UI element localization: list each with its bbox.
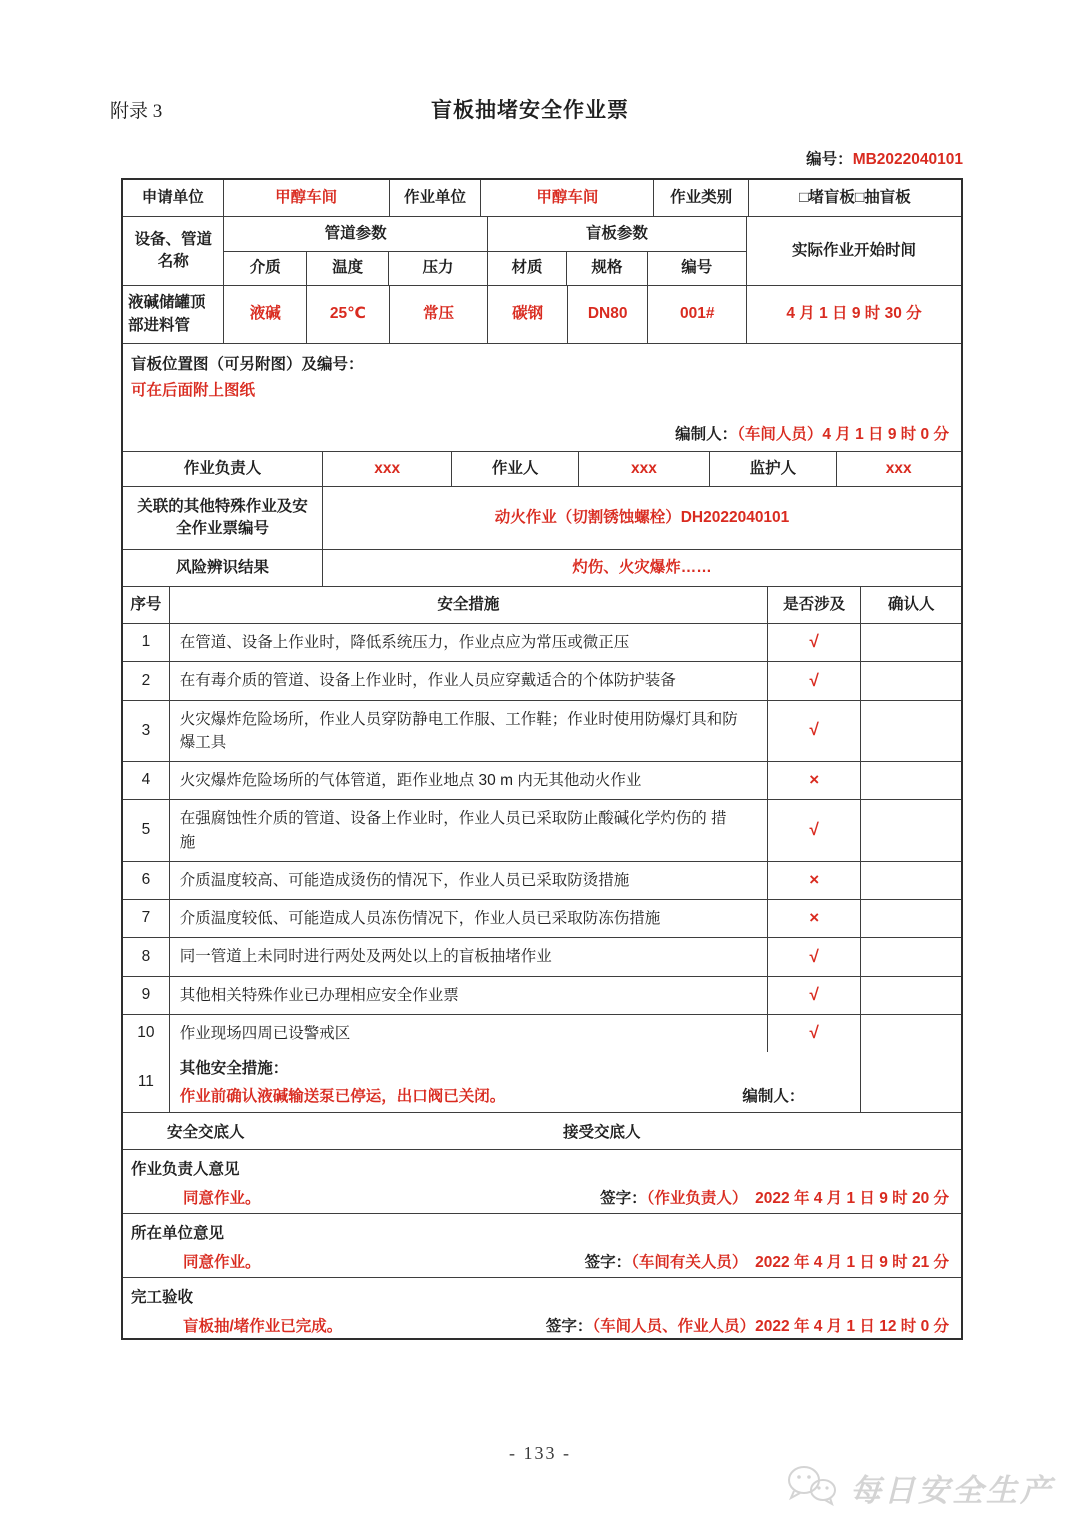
param-header-rows bbox=[123, 217, 961, 286]
measure-text: 火灾爆炸危险场所，作业人员穿防静电工作服、工作鞋；作业时使用防爆灯具和防爆工具 bbox=[170, 701, 768, 762]
worker-value: xxx bbox=[579, 452, 710, 486]
measure-confirmer-cell bbox=[861, 862, 961, 899]
risk-row bbox=[123, 550, 961, 587]
measure-text: 在有毒介质的管道、设备上作业时，作业人员应穿戴适合的个体防护装备 bbox=[170, 662, 768, 699]
measure-confirmer-cell bbox=[861, 1052, 961, 1112]
spec-value: DN80 bbox=[568, 286, 649, 343]
other-measures-row bbox=[123, 1052, 961, 1113]
work-unit-label: 作业单位 bbox=[390, 180, 482, 216]
completion-text: 盲板抽/堵作业已完成。 bbox=[183, 1318, 343, 1335]
compiler-label: 编制人： bbox=[675, 426, 738, 443]
completion-signature-line bbox=[546, 1314, 949, 1336]
param-group-row bbox=[224, 217, 746, 252]
measure-row bbox=[123, 1015, 961, 1052]
measure-number: 11 bbox=[123, 1052, 170, 1112]
appendix-label: 附录 3 bbox=[110, 101, 163, 122]
measure-involved-mark: √ bbox=[768, 977, 862, 1014]
measure-involved-mark: × bbox=[768, 862, 862, 899]
measure-text: 在强腐蚀性介质的管道、设备上作业时，作业人员已采取防止酸碱化学灼伤的 措施 bbox=[170, 800, 768, 861]
measure-number: 7 bbox=[123, 900, 170, 937]
measure-involved-mark: √ bbox=[768, 800, 862, 861]
work-unit-value: 甲醇车间 bbox=[481, 180, 654, 216]
apply-unit-label: 申请单位 bbox=[123, 180, 224, 216]
measure-confirmer-cell bbox=[861, 762, 961, 799]
measure-involved-mark: √ bbox=[768, 1015, 862, 1052]
temperature-label: 温度 bbox=[307, 252, 389, 286]
leader-value: xxx bbox=[323, 452, 452, 486]
measures-rows bbox=[123, 624, 961, 1052]
measure-confirmer-cell bbox=[861, 624, 961, 661]
sign-label: 签字： bbox=[600, 1190, 647, 1207]
measure-text: 介质温度较低、可能造成人员冻伤情况下，作业人员已采取防冻伤措施 bbox=[170, 900, 768, 937]
measure-involved-mark: √ bbox=[768, 662, 862, 699]
watermark bbox=[784, 1462, 1054, 1513]
other-measures-label: 其他安全措施： bbox=[179, 1060, 289, 1077]
start-time-value: 4 月 1 日 9 时 30 分 bbox=[786, 305, 922, 323]
wechat-icon bbox=[784, 1462, 840, 1513]
equipment-name-value: 液碱储罐顶部进料管 bbox=[123, 286, 224, 343]
watermark-text: 每日安全生产 bbox=[850, 1473, 1054, 1508]
medium-value: 液碱 bbox=[224, 286, 307, 343]
measure-involved-mark: × bbox=[768, 900, 862, 937]
doc-no-label: 编号： bbox=[806, 151, 853, 168]
permit-form-table bbox=[121, 178, 963, 1340]
equipment-data-row bbox=[123, 286, 961, 344]
related-work-value: 动火作业（切割锈蚀螺栓）DH2022040101 bbox=[494, 508, 790, 526]
measures-involved-header: 是否涉及 bbox=[768, 587, 862, 623]
sign-label: 签字： bbox=[584, 1254, 632, 1271]
measure-number: 2 bbox=[123, 662, 170, 699]
measure-involved-mark: √ bbox=[768, 701, 862, 762]
measure-number: 8 bbox=[123, 938, 170, 975]
guardian-label: 监护人 bbox=[710, 452, 836, 486]
personnel-row bbox=[123, 452, 961, 487]
measure-number: 5 bbox=[123, 800, 170, 861]
measure-involved-mark: √ bbox=[768, 624, 862, 661]
pressure-label: 压力 bbox=[389, 252, 487, 286]
measure-confirmer-cell bbox=[861, 900, 961, 937]
measure-confirmer-cell bbox=[861, 938, 961, 975]
start-time-label: 实际作业开始时间 bbox=[791, 241, 916, 259]
measure-number: 10 bbox=[123, 1015, 170, 1052]
other-measures-value: 作业前确认液碱输送泵已停运，出口阀已关闭。 bbox=[179, 1088, 506, 1106]
spec-label: 规格 bbox=[567, 252, 647, 286]
measure-involved-mark: × bbox=[768, 762, 862, 799]
measure-text: 其他相关特殊作业已办理相应安全作业票 bbox=[170, 977, 768, 1014]
measure-confirmer-cell bbox=[861, 800, 961, 861]
pipe-params-label: 管道参数 bbox=[224, 217, 487, 251]
leader-signature-line bbox=[600, 1186, 949, 1208]
measure-text: 同一管道上未同时进行两处及两处以上的盲板抽堵作业 bbox=[170, 938, 768, 975]
other-measures-compiler-label: 编制人： bbox=[742, 1088, 805, 1106]
measure-row bbox=[123, 701, 961, 763]
param-groups bbox=[224, 217, 747, 285]
material-label: 材质 bbox=[488, 252, 567, 286]
risk-value: 灼伤、火灾爆炸…… bbox=[572, 558, 712, 576]
guardian-value: xxx bbox=[885, 459, 912, 477]
sign-label: 签字： bbox=[545, 1318, 593, 1335]
measure-row bbox=[123, 862, 961, 900]
measure-text: 火灾爆炸危险场所的气体管道，距作业地点 30 m 内无其他动火作业 bbox=[170, 762, 768, 799]
number-label: 编号 bbox=[681, 259, 713, 277]
measure-confirmer-cell bbox=[861, 1015, 961, 1052]
measures-text-header: 安全措施 bbox=[170, 587, 768, 623]
leader-label: 作业负责人 bbox=[123, 452, 323, 486]
measure-number: 1 bbox=[123, 624, 170, 661]
measures-confirmer-header: 确认人 bbox=[887, 595, 935, 613]
leader-opinion-label: 作业负责人意见 bbox=[131, 1161, 240, 1178]
material-value: 碳钢 bbox=[488, 286, 568, 343]
briefing-giver-label: 安全交底人 bbox=[167, 1124, 245, 1141]
measure-row bbox=[123, 624, 961, 662]
unit-signature-line bbox=[585, 1250, 949, 1272]
other-measures-cell bbox=[170, 1052, 862, 1112]
number-value: 001# bbox=[648, 286, 747, 343]
temperature-value: 25℃ bbox=[307, 286, 390, 343]
page-title: 盲板抽堵安全作业票 bbox=[431, 99, 629, 122]
unit-opinion-text: 同意作业。 bbox=[183, 1254, 261, 1271]
worker-label: 作业人 bbox=[452, 452, 578, 486]
measure-involved-mark: √ bbox=[768, 938, 862, 975]
basic-info-row bbox=[123, 180, 961, 217]
other-measures-line bbox=[180, 1086, 861, 1108]
measure-number: 6 bbox=[123, 862, 170, 899]
measure-number: 3 bbox=[123, 701, 170, 762]
measure-text: 介质温度较高、可能造成烫伤的情况下，作业人员已采取防烫措施 bbox=[170, 862, 768, 899]
completion-acceptance-block bbox=[123, 1278, 961, 1338]
location-compiler-line bbox=[131, 422, 949, 444]
work-type-checkboxes: □堵盲板□抽盲板 bbox=[799, 188, 911, 206]
measures-header-row bbox=[123, 587, 961, 624]
leader-opinion-block bbox=[123, 1150, 961, 1214]
apply-unit-value: 甲醇车间 bbox=[224, 180, 390, 216]
measure-row bbox=[123, 900, 961, 938]
measures-no-header: 序号 bbox=[123, 587, 170, 623]
param-subheader-row bbox=[224, 252, 746, 286]
measure-confirmer-cell bbox=[861, 662, 961, 699]
blind-params-label: 盲板参数 bbox=[585, 224, 648, 242]
measure-row bbox=[123, 800, 961, 862]
measure-text: 作业现场四周已设警戒区 bbox=[170, 1015, 768, 1052]
medium-label: 介质 bbox=[224, 252, 306, 286]
work-type-label: 作业类别 bbox=[654, 180, 749, 216]
related-work-row bbox=[123, 487, 961, 550]
related-work-label: 关联的其他特殊作业及安全作业票编号 bbox=[123, 487, 323, 549]
location-note: 可在后面附上图纸 bbox=[131, 382, 256, 399]
leader-signature-value: （作业负责人） 2022 年 4 月 1 日 9 时 20 分 bbox=[646, 1190, 949, 1207]
briefing-row bbox=[123, 1113, 961, 1150]
briefing-receiver-label: 接受交底人 bbox=[562, 1124, 641, 1141]
measure-confirmer-cell bbox=[861, 701, 961, 762]
measure-number: 4 bbox=[123, 762, 170, 799]
location-label: 盲板位置图（可另附图）及编号： bbox=[131, 356, 364, 373]
unit-opinion-label: 所在单位意见 bbox=[131, 1225, 225, 1242]
unit-opinion-block bbox=[123, 1214, 961, 1278]
document-number bbox=[806, 147, 963, 169]
compiler-value: （车间人员）4 月 1 日 9 时 0 分 bbox=[737, 426, 949, 443]
equipment-name-label: 设备、管道名称 bbox=[123, 217, 224, 285]
measure-row bbox=[123, 762, 961, 800]
completion-signature-value: （车间人员、作业人员）2022 年 4 月 1 日 12 时 0 分 bbox=[592, 1318, 949, 1335]
measure-confirmer-cell bbox=[861, 977, 961, 1014]
unit-signature-value: （车间有关人员） 2022 年 4 月 1 日 9 时 21 分 bbox=[631, 1254, 949, 1271]
measure-number: 9 bbox=[123, 977, 170, 1014]
risk-label: 风险辨识结果 bbox=[123, 550, 323, 586]
completion-label: 完工验收 bbox=[131, 1289, 194, 1306]
measure-row bbox=[123, 662, 961, 700]
pressure-value: 常压 bbox=[390, 286, 489, 343]
doc-no-value: MB2022040101 bbox=[852, 151, 963, 168]
blind-location-block bbox=[123, 344, 961, 452]
measure-text: 在管道、设备上作业时，降低系统压力，作业点应为常压或微正压 bbox=[170, 624, 768, 661]
measure-row bbox=[123, 977, 961, 1015]
measure-row bbox=[123, 938, 961, 976]
leader-opinion-text: 同意作业。 bbox=[183, 1190, 261, 1207]
page-number: - 133 - bbox=[509, 1443, 571, 1463]
